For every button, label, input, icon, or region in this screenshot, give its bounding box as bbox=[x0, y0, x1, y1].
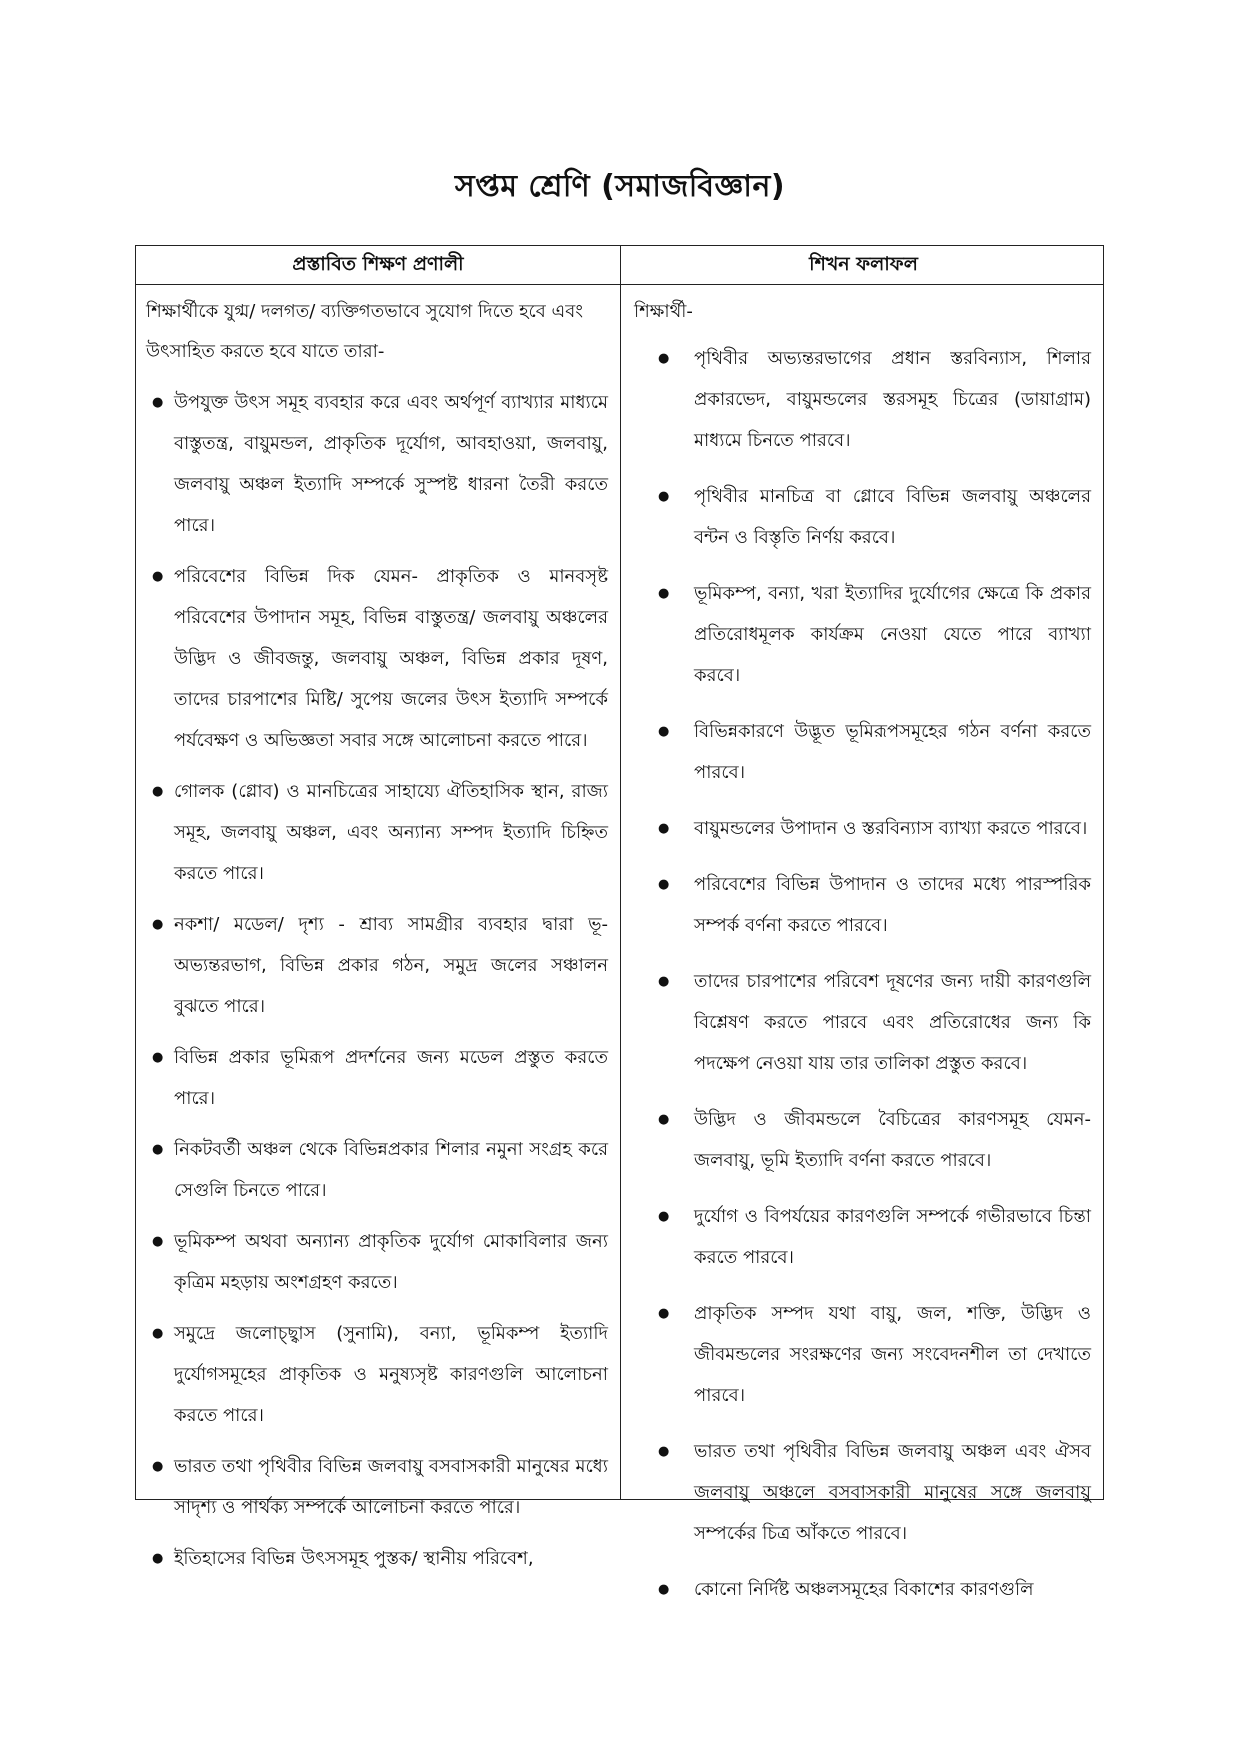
list-item: ● উদ্ভিদ ও জীবমন্ডলে বৈচিত্রের কারণসমূহ যেমন- জলবায়ু, ভূমি ইত্যাদি বর্ণনা করতে পারবে। bbox=[634, 1099, 1091, 1181]
learning-outcome-list bbox=[634, 332, 1091, 1610]
teaching-method-column bbox=[136, 286, 620, 1569]
list-item: ● পরিবেশের বিভিন্ন দিক যেমন- প্রাকৃতিক ও মানবসৃষ্ট পরিবেশের উপাদান সমূহ, বিভিন্ন বাস্তুতন্ত্র/ জলবায়ু অঞ্চলের উদ্ভিদ ও জীবজন্তু, জলবায়ু অঞ্চল, বিভিন্ন প্রকার দূষণ, তাদের চারপাশের মিষ্টি/ সুপেয় জলের উৎস ইত্যাদি সম্পর্কে পর্যবেক্ষণ ও অভিজ্ঞতা সবার সঙ্গে আলোচনা করতে পারে। bbox=[146, 556, 608, 761]
list-item: ● নিকটবর্তী অঞ্চল থেকে বিভিন্নপ্রকার শিলার নমুনা সংগ্রহ করে সেগুলি চিনতে পারে। bbox=[146, 1129, 608, 1211]
list-item: ● কোনো নির্দিষ্ট অঞ্চলসমূহের বিকাশের কারণগুলি bbox=[634, 1569, 1091, 1610]
list-item: ● নকশা/ মডেল/ দৃশ্য - শ্রাব্য সামগ্রীর ব্যবহার দ্বারা ভূ-অভ্যন্তরভাগ, বিভিন্ন প্রকার গঠন, সমুদ্র জলের সঞ্চালন বুঝতে পারে। bbox=[146, 904, 608, 1027]
list-item: ● উপযুক্ত উৎস সমূহ ব্যবহার করে এবং অর্থপূর্ণ ব্যাখ্যার মাধ্যমে বাস্তুতন্ত্র, বায়ুমন্ডল, প্রাকৃতিক দূর্যোগ, আবহাওয়া, জলবায়ু, জলবায়ু অঞ্চল ইত্যাদি সম্পর্কে সুস্পষ্ট ধারনা তৈরী করতে পারে। bbox=[146, 382, 608, 546]
list-item: ● গোলক (গ্লোব) ও মানচিত্রের সাহায্যে ঐতিহাসিক স্থান, রাজ্য সমূহ, জলবায়ু অঞ্চল, এবং অন্যান্য সম্পদ ইত্যাদি চিহ্নিত করতে পারে। bbox=[146, 771, 608, 894]
page-title: সপ্তম শ্রেণি (সমাজবিজ্ঞান) bbox=[454, 169, 786, 204]
right-intro-text: শিক্ষার্থী- bbox=[634, 301, 693, 322]
list-item: ● বিভিন্নকারণে উদ্ভূত ভূমিরূপসমূহের গঠন বর্ণনা করতে পারবে। bbox=[634, 711, 1091, 793]
column-divider bbox=[620, 246, 621, 1499]
left-intro-text: শিক্ষার্থীকে যুগ্ম/ দলগত/ ব্যক্তিগতভাবে সুযোগ দিতে হবে এবং উৎসাহিত করতে হবে যাতে তারা- bbox=[146, 301, 583, 362]
list-item: ● ভূমিকম্প অথবা অন্যান্য প্রাকৃতিক দুর্যোগ মোকাবিলার জন্য কৃত্রিম মহড়ায় অংশগ্রহণ করতে। bbox=[146, 1221, 608, 1303]
teaching-method-list bbox=[146, 382, 608, 1579]
list-item: ● ইতিহাসের বিভিন্ন উৎসসমূহ পুস্তক/ স্থানীয় পরিবেশ, bbox=[146, 1538, 608, 1579]
list-item: ● বিভিন্ন প্রকার ভূমিরূপ প্রদর্শনের জন্য মডেল প্রস্তুত করতে পারে। bbox=[146, 1037, 608, 1119]
list-item: ● তাদের চারপাশের পরিবেশ দূষণের জন্য দায়ী কারণগুলি বিশ্লেষণ করতে পারবে এবং প্রতিরোধের জন্য কি পদক্ষেপ নেওয়া যায় তার তালিকা প্রস্তুত করবে। bbox=[634, 961, 1091, 1084]
list-item: ● ভূমিকম্প, বন্যা, খরা ইত্যাদির দুর্যোগের ক্ষেত্রে কি প্রকার প্রতিরোধমূলক কার্যক্রম নেওয়া যেতে পারে ব্যাখ্যা করবে। bbox=[634, 573, 1091, 696]
list-item: ● ভারত তথা পৃথিবীর বিভিন্ন জলবায়ু বসবাসকারী মানুষের মধ্যে সাদৃশ্য ও পার্থক্য সম্পর্কে আলোচনা করতে পারে। bbox=[146, 1446, 608, 1528]
learning-outcome-column bbox=[622, 286, 1105, 1600]
list-item: ● ভারত তথা পৃথিবীর বিভিন্ন জলবায়ু অঞ্চল এবং ঐসব জলবায়ু অঞ্চলে বসবাসকারী মানুষের সঙ্গে জলবায়ু সম্পর্কের চিত্র আঁকতে পারবে। bbox=[634, 1431, 1091, 1554]
list-item: ● পরিবেশের বিভিন্ন উপাদান ও তাদের মধ্যে পারস্পরিক সম্পর্ক বর্ণনা করতে পারবে। bbox=[634, 864, 1091, 946]
list-item: ● বায়ুমন্ডলের উপাদান ও স্তরবিন্যাস ব্যাখ্যা করতে পারবে। bbox=[634, 808, 1091, 849]
right-column-header: শিখন ফলাফল bbox=[809, 253, 918, 275]
list-item: ● প্রাকৃতিক সম্পদ যথা বায়ু, জল, শক্তি, উদ্ভিদ ও জীবমন্ডলের সংরক্ষণের জন্য সংবেদনশীল তা দেখাতে পারবে। bbox=[634, 1293, 1091, 1416]
left-column-header: প্রস্তাবিত শিক্ষণ প্রণালী bbox=[292, 253, 464, 275]
list-item: ● পৃথিবীর অভ্যন্তরভাগের প্রধান স্তরবিন্যাস, শিলার প্রকারভেদ, বায়ুমন্ডলের স্তরসমূহ চিত্রের (ডায়াগ্রাম) মাধ্যমে চিনতে পারবে। bbox=[634, 338, 1091, 461]
list-item: ● পৃথিবীর মানচিত্র বা গ্লোবে বিভিন্ন জলবায়ু অঞ্চলের বন্টন ও বিস্তৃতি নির্ণয় করবে। bbox=[634, 476, 1091, 558]
list-item: ● দুর্যোগ ও বিপর্যয়ের কারণগুলি সম্পর্কে গভীরভাবে চিন্তা করতে পারবে। bbox=[634, 1196, 1091, 1278]
list-item: ● সমুদ্রে জলোচ্ছ্বাস (সুনামি), বন্যা, ভূমিকম্প ইত্যাদি দুর্যোগসমূহের প্রাকৃতিক ও মনুষ্যসৃষ্ট কারণগুলি আলোচনা করতে পারে। bbox=[146, 1313, 608, 1436]
curriculum-table bbox=[135, 245, 1104, 1600]
